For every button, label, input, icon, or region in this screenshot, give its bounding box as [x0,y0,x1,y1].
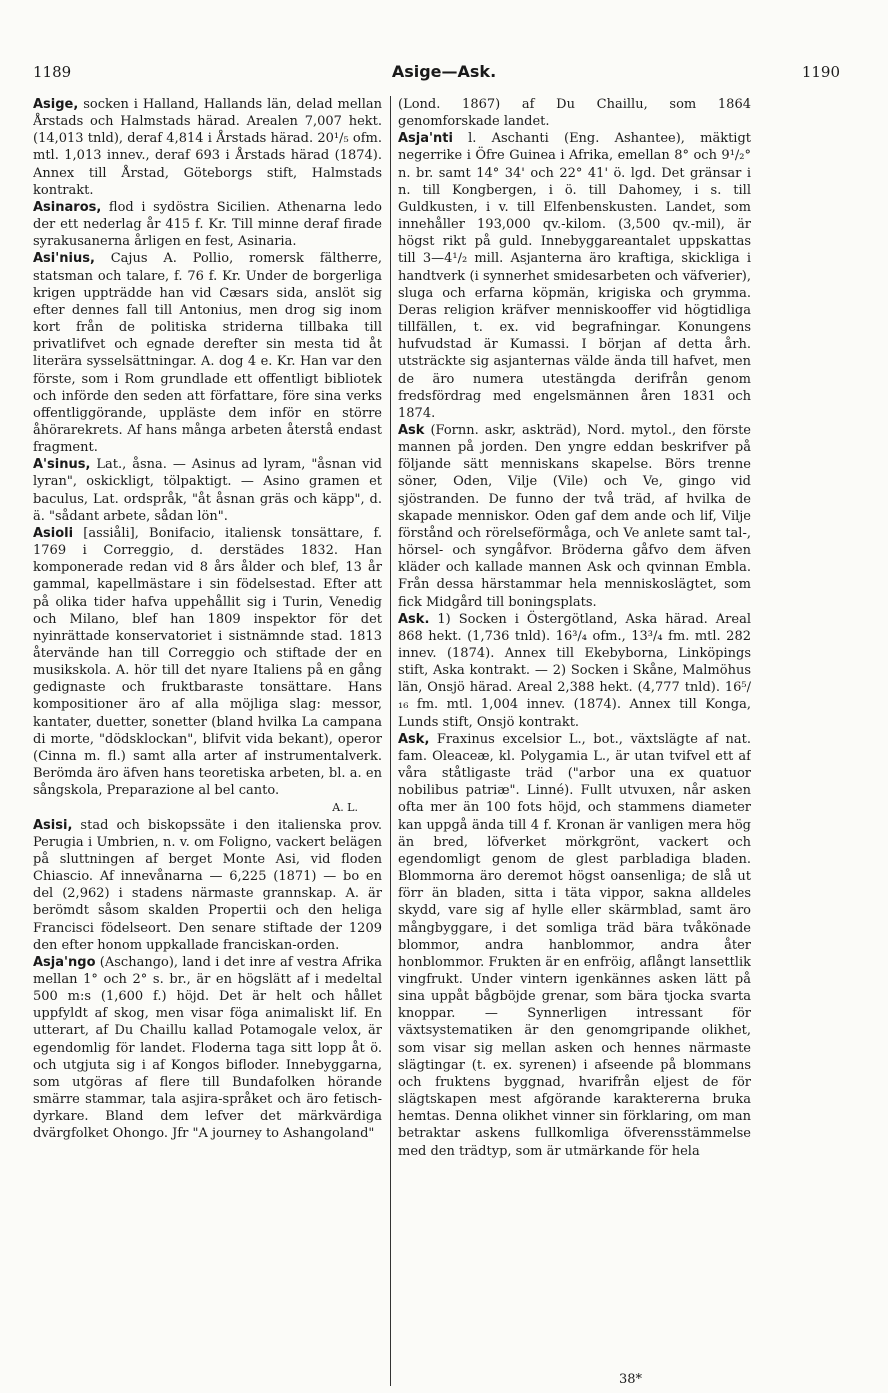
entry-text: [assiåli], Bonifacio, italiensk tonsättare, f. 1769 i Correggio, d. derstädes 1832. Han komponerade redan vid 8 års ålder och blef, 13 år gammal, kapellmästare i sin födelsestad. Efter att på olika tider hafva uppehållit sig i Turin, Venedig och Milano, blef han 1809 inspektor för det nyinrättade konservatoriet i sistnämnde stad. 1813 återvände han till Correggio och stiftade der en musikskola. A. hör till det nyare Italiens på en gång gedignaste och fruktbaraste tonsättare. Hans kompositioner äro af alla möjliga slag: messor, kantater, duetter, sonetter (bland hvilka La campana di morte, "dödsklockan", blifvit vida bekant), operor (Cinna m. fl.) samt alla arter af instrumentalverk. Berömda äro äfven hans teoretiska arbeten, bl. a. en sångskola, Preparazione al bel canto. [33,525,382,799]
headword: A'sinus, [33,457,91,473]
entry-text: Lat., åsna. — Asinus ad lyram, "åsnan vid lyran", oskickligt, tölpaktigt. — Asino gramen et baculus, Lat. ordspråk, "åt åsnan gräs och käpp", d. ä. "sådant arbete, sådan lön". [33,457,382,524]
entry-asinius [33,250,382,456]
entry-asjango [33,954,382,1143]
entry-asioli [33,525,382,800]
entry-asige [33,96,382,199]
author-signature: A. L. [332,801,358,815]
entry-text: flod i sydöstra Sicilien. Athenarna ledo der ett nederlag år 415 f. Kr. Till minne deraf firade syrakusanerna årligen en fest, Asinaria. [33,199,382,250]
headword: Asja'nti [398,131,453,147]
left-column [33,96,382,1371]
page-number-left: 1189 [33,63,72,81]
entry-text: l. Aschanti (Eng. Ashantee), mäktigt negerrike i Öfre Guinea i Afrika, emellan 8° och 9¹/₂° n. br. samt 14° 34' och 22° 41' ö. lgd. Det gränsar i n. till Kongbergen, i ö. till Dahomey, i s. till Guldkusten, i v. till Elfenbenskusten. Landet, som innehåller 193,000 qv.-kilom. (3,500 qv.-mil), är högst rikt på guld. Innebyggareantalet uppskattas till 3—4¹/₂ mill. Asjanterna äro kraftiga, skickliga i handtverk (i synnerhet smidesarbeten och väfverier), sluga och erfarna köpmän, krigiska och grymma. Deras religion kräfver menniskooffer vid högtidliga tillfällen, t. ex. vid begrafningar. Konungens hufvudstad är Kumassi. I början af detta årh. utsträckte sig asjanternas välde ända till hafvet, men de äro numera utestängda derifrån genom fredsfördrag med engelsmännen åren 1831 och 1874. [398,131,751,421]
entry-continuation [398,96,751,130]
entry-text: 1) Socken i Östergötland, Aska härad. Areal 868 hekt. (1,736 tnld). 16³/₄ ofm., 13³/₄ fm. mtl. 282 innev. (1874). Annex till Ekebyborna, Linköpings stift, Aska kontrakt. — 2) Socken i Skåne, Malmöhus län, Onsjö härad. Areal 2,388 hekt. (4,777 tnld). 16⁵/₁₆ fm. mtl. 1,004 innev. (1874). Annex till Konga, Lunds stift, Onsjö kontrakt. [398,611,751,730]
headword: Asi'nius, [33,251,95,267]
page-number-right: 1190 [801,63,840,81]
entry-asinaros [33,199,382,250]
headword: Asige, [33,97,79,112]
headword: Asisi, [33,817,73,833]
entry-asinus [33,456,382,525]
headword: Asja'ngo [33,954,96,970]
entry-text: stad och biskopssäte i den italienska prov. Perugia i Umbrien, n. v. om Foligno, vackert belägen på sluttningen af berget Monte Asi, vid floden Chiascio. Af innevånarna — 6,225 (1871) — bo en del (2,962) i stadens närmaste grannskap. A. är berömdt såsom skalden Propertii och den heliga Francisci födelseort. Den senare stiftade der 1209 den efter honom uppkallade franciskan-orden. [33,817,382,953]
headword: Asioli [33,525,74,541]
entry-text: (Fornn. askr, askträd), Nord. mytol., den förste mannen på jorden. Den yngre eddan beskrifver på följande sätt menniskans skapelse. Börs trenne söner, Oden, Vilje (Vile) och Ve, gingo vid sjöstranden. De funno der två träd, af hvilka de skapade menniskor. Oden gaf dem ande och lif, Vilje förstånd och rörelseförmåga, och Ve anlete samt tal-, hörsel- och syngåfvor. Bröderna gåfvo dem äfven kläder och kallade mannen Ask och qvinnan Embla. Från dessa härstammar hela menniskoslägtet, som fick Midgård till boningsplats. [398,422,751,610]
headword: Ask, [398,731,430,747]
column-divider [390,96,391,1386]
entry-ask-parish [398,611,751,731]
entry-text: socken i Halland, Hallands län, delad mellan Årstads och Halmstads härad. Arealen 7,007 hekt. (14,013 tnld), deraf 4,814 i Årstads härad. 20¹/₅ ofm. mtl. 1,013 innev., deraf 693 i Årstads härad (1874). Annex till Årstad, Göteborgs stift, Halmstads kontrakt. [33,97,382,198]
entry-text: Cajus A. Pollio, romersk fältherre, statsman och talare, f. 76 f. Kr. Under de borgerliga krigen uppträdde han vid Cæsars sida, anslöt sig efter dennes fall till Antonius, men drog sig inom kort från de politiska striderna tillbaka till privatlifvet och egnade derefter sin mesta tid åt literära sysselsättningar. A. dog 4 e. Kr. Han var den förste, som i Rom grundlade ett offentligt bibliotek och införde den seden att författare, före sina verks offentliggörande, uppläste dem inför en större åhörarekrets. Af hans många arbeten återstå endast fragment. [33,251,382,456]
entry-ask-myth [398,422,751,611]
right-column [398,96,751,1371]
running-title: Asige—Ask. [391,62,497,81]
entry-asjanti [398,130,751,422]
headword: Ask [398,422,425,438]
entry-text: (Lond. 1867) af Du Chaillu, som 1864 genomforskade landet. [398,97,751,130]
entry-asisi [33,817,382,954]
entry-ask-tree [398,731,751,1160]
entry-text: Fraxinus excelsior L., bot., växtslägte af nat. fam. Oleaceæ, kl. Polygamia L., är utan tvifvel ett af våra ståtligaste träd ("arbor una ex quatuor nobilibus patriæ". Linné). Fullt utvuxen, når asken ofta mer än 100 fots höjd, och stammens diameter kan uppgå ända till 4 f. Kronan är vanligen mera hög än bred, löfverket mörkgrönt, vackert och egendomligt genom de glest parbladiga bladen. Blommorna äro deremot högst oansenliga; de slå ut förr än bladen, sitta i täta vippor, sakna alldeles skydd, vare sig af hylle eller skärmblad, samt äro mångbyggare, i det somliga träd bära tvåkönade blommor, andra hanblommor, andra åter honblommor. Frukten är en enfröig, aflångt lansettlik vingfrukt. Under vintern igenkännes asken lätt på sina uppåt bågböjde grenar, som bära tjocka svarta knoppar. — Synnerligen intressant för växtsystematiken är den genomgripande olikhet, som visar sig mellan asken och hennes närmaste slägtingar (t. ex. syrenen) i afseende på blommans och fruktens byggnad, hvarifrån eljest de för slägtskapen mest afgörande karaktererna bruka hemtas. Denna olikhet vinner sin förklaring, om man betraktar askens fullkomliga öfverensstämmelse med den trädtyp, som är utmärkande för hela [398,731,751,1159]
headword: Ask. [398,611,430,627]
headword: Asinaros, [33,199,102,215]
printer-signature: 38* [619,1372,643,1387]
entry-text: (Aschango), land i det inre af vestra Afrika mellan 1° och 2° s. br., är en högslätt af i medeltal 500 m:s (1,600 f.) höjd. Det är helt och hållet uppfyldt af skog, men visar föga animaliskt lif. En utterart, af Du Chaillu kallad Potamogale velox, är egendomlig för landet. Floderna taga sitt lopp åt ö. och utgjuta sig i af Kongos bifloder. Innebyggarna, som utgöras af flere till Bundafolken hörande smärre stammar, tala asjira-språket och äro fetisch-dyrkare. Bland dem lefver det märkvärdiga dvärgfolket Ohongo. Jfr "A journey to Ashangoland" [33,954,382,1142]
